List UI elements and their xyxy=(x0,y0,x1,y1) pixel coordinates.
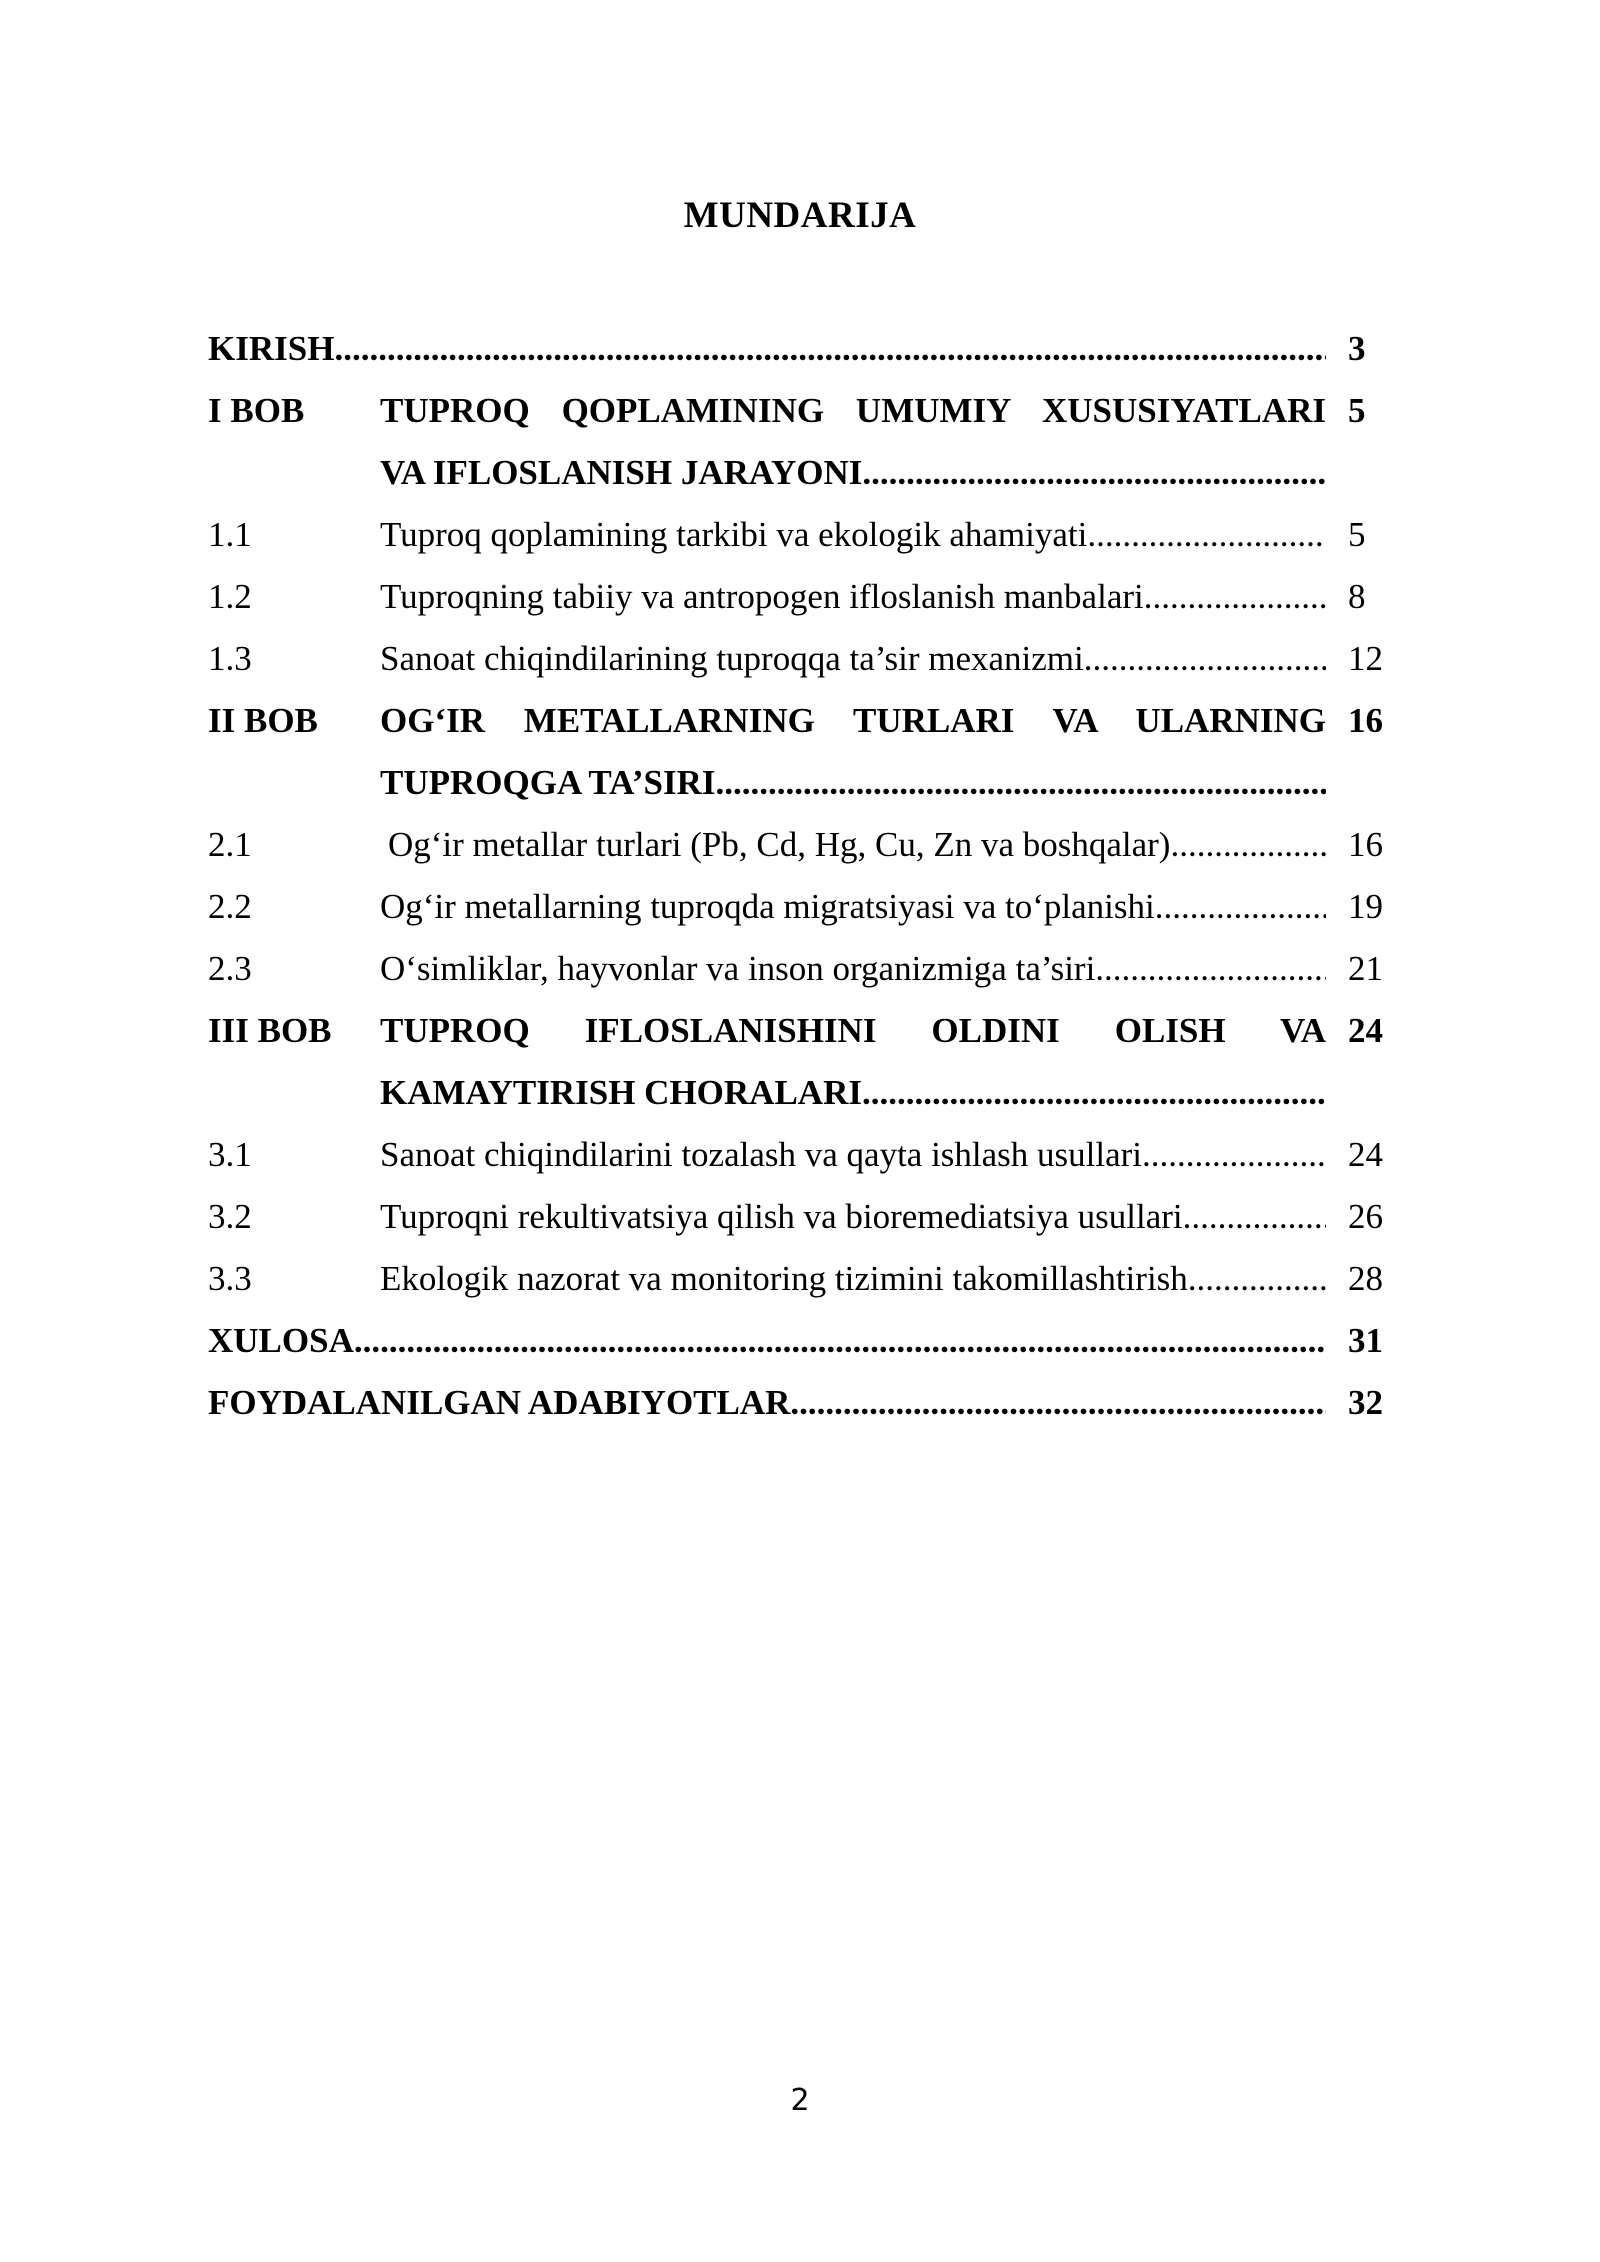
page-number: 31 xyxy=(1348,1321,1383,1360)
table-of-contents xyxy=(208,318,1400,1434)
toc-entry-references[interactable] xyxy=(208,1372,1400,1434)
section-title: Og‘ir metallarning tuproqda migratsiyasi va to‘planishi xyxy=(380,887,1155,926)
toc-entry-introduction[interactable] xyxy=(208,318,1400,380)
section-title: Tuproqning tabiiy va antropogen ifloslanish manbalari xyxy=(380,577,1144,616)
page-number: 26 xyxy=(1348,1197,1383,1236)
page-number: 32 xyxy=(1348,1383,1383,1422)
page-number: 24 xyxy=(1348,1011,1383,1050)
dot-leader xyxy=(1142,1124,1326,1186)
dot-leader xyxy=(715,752,1326,814)
dot-leader xyxy=(862,442,1326,504)
toc-entry-chapter-2[interactable] xyxy=(208,690,1400,814)
page-number: 16 xyxy=(1348,701,1383,740)
page-title: MUNDARIJA xyxy=(683,195,917,236)
toc-entry-chapter-3[interactable] xyxy=(208,1000,1400,1124)
dot-leader xyxy=(1084,628,1326,690)
page-number: 24 xyxy=(1348,1135,1383,1174)
page-number: 21 xyxy=(1348,949,1383,988)
toc-entry-section-2-2[interactable] xyxy=(208,876,1400,938)
chapter-title-line1: TUPROQ QOPLAMINING UMUMIY XUSUSIYATLARI xyxy=(380,391,1326,430)
chapter-number: II BOB xyxy=(208,701,318,740)
page-number: 3 xyxy=(1348,329,1366,368)
section-number: 3.2 xyxy=(208,1197,252,1236)
dot-leader xyxy=(354,1310,1326,1372)
section-title: Tuproqni rekultivatsiya qilish va bioremediatsiya usullari xyxy=(380,1197,1183,1236)
toc-entry-section-3-3[interactable] xyxy=(208,1248,1400,1310)
page-number: 16 xyxy=(1348,825,1383,864)
chapter-title-line2: KAMAYTIRISH CHORALARI xyxy=(380,1073,862,1112)
dot-leader xyxy=(1095,938,1326,1000)
section-title: Sanoat chiqindilarini tozalash va qayta ishlash usullari xyxy=(380,1135,1143,1174)
page-footer-number: 2 xyxy=(790,2083,810,2118)
toc-entry-section-2-1[interactable] xyxy=(208,814,1400,876)
toc-entry-section-1-2[interactable] xyxy=(208,566,1400,628)
dot-leader xyxy=(790,1372,1326,1434)
toc-entry-section-2-3[interactable] xyxy=(208,938,1400,1000)
section-number: 1.3 xyxy=(208,639,252,678)
entry-title: KIRISH xyxy=(208,329,335,368)
section-title: Tuproq qoplamining tarkibi va ekologik ahamiyati xyxy=(380,515,1088,554)
section-title: Og‘ir metallar turlari (Pb, Cd, Hg, Cu, Zn va boshqalar) xyxy=(388,825,1171,864)
section-number: 2.3 xyxy=(208,949,252,988)
section-title: O‘simliklar, hayvonlar va inson organizmiga ta’siri xyxy=(380,949,1096,988)
dot-leader xyxy=(1188,1248,1326,1310)
entry-title: XULOSA xyxy=(208,1321,354,1360)
dot-leader xyxy=(1144,566,1326,628)
page-number: 28 xyxy=(1348,1259,1383,1298)
chapter-title-line2: VA IFLOSLANISH JARAYONI xyxy=(380,453,863,492)
toc-entry-section-3-1[interactable] xyxy=(208,1124,1400,1186)
toc-entry-conclusion[interactable] xyxy=(208,1310,1400,1372)
section-title: Ekologik nazorat va monitoring tizimini takomillashtirish xyxy=(380,1259,1188,1298)
toc-entry-section-1-3[interactable] xyxy=(208,628,1400,690)
chapter-title-line1: TUPROQ IFLOSLANISHINI OLDINI OLISH VA xyxy=(380,1011,1326,1050)
section-number: 3.1 xyxy=(208,1135,252,1174)
section-number: 2.2 xyxy=(208,887,252,926)
section-number: 3.3 xyxy=(208,1259,252,1298)
chapter-title-line1: OG‘IR METALLARNING TURLARI VA ULARNING xyxy=(380,701,1326,740)
dot-leader xyxy=(1170,814,1326,876)
dot-leader xyxy=(334,318,1326,380)
page-number: 5 xyxy=(1348,391,1366,430)
dot-leader xyxy=(1183,1186,1326,1248)
page-number: 5 xyxy=(1348,515,1366,554)
page-number: 19 xyxy=(1348,887,1383,926)
toc-entry-chapter-1[interactable] xyxy=(208,380,1400,504)
page-number: 8 xyxy=(1348,577,1366,616)
section-title: Sanoat chiqindilarining tuproqqa ta’sir mexanizmi xyxy=(380,639,1084,678)
chapter-title-line2: TUPROQGA TA’SIRI xyxy=(380,763,716,802)
dot-leader xyxy=(1155,876,1326,938)
chapter-number: III BOB xyxy=(208,1011,332,1050)
section-number: 2.1 xyxy=(208,825,252,864)
section-number: 1.2 xyxy=(208,577,252,616)
dot-leader xyxy=(862,1062,1326,1124)
toc-entry-section-3-2[interactable] xyxy=(208,1186,1400,1248)
toc-entry-section-1-1[interactable] xyxy=(208,504,1400,566)
section-number: 1.1 xyxy=(208,515,252,554)
entry-title: FOYDALANILGAN ADABIYOTLAR xyxy=(208,1383,791,1422)
dot-leader xyxy=(1087,504,1326,566)
page-number: 12 xyxy=(1348,639,1383,678)
chapter-number: I BOB xyxy=(208,391,305,430)
